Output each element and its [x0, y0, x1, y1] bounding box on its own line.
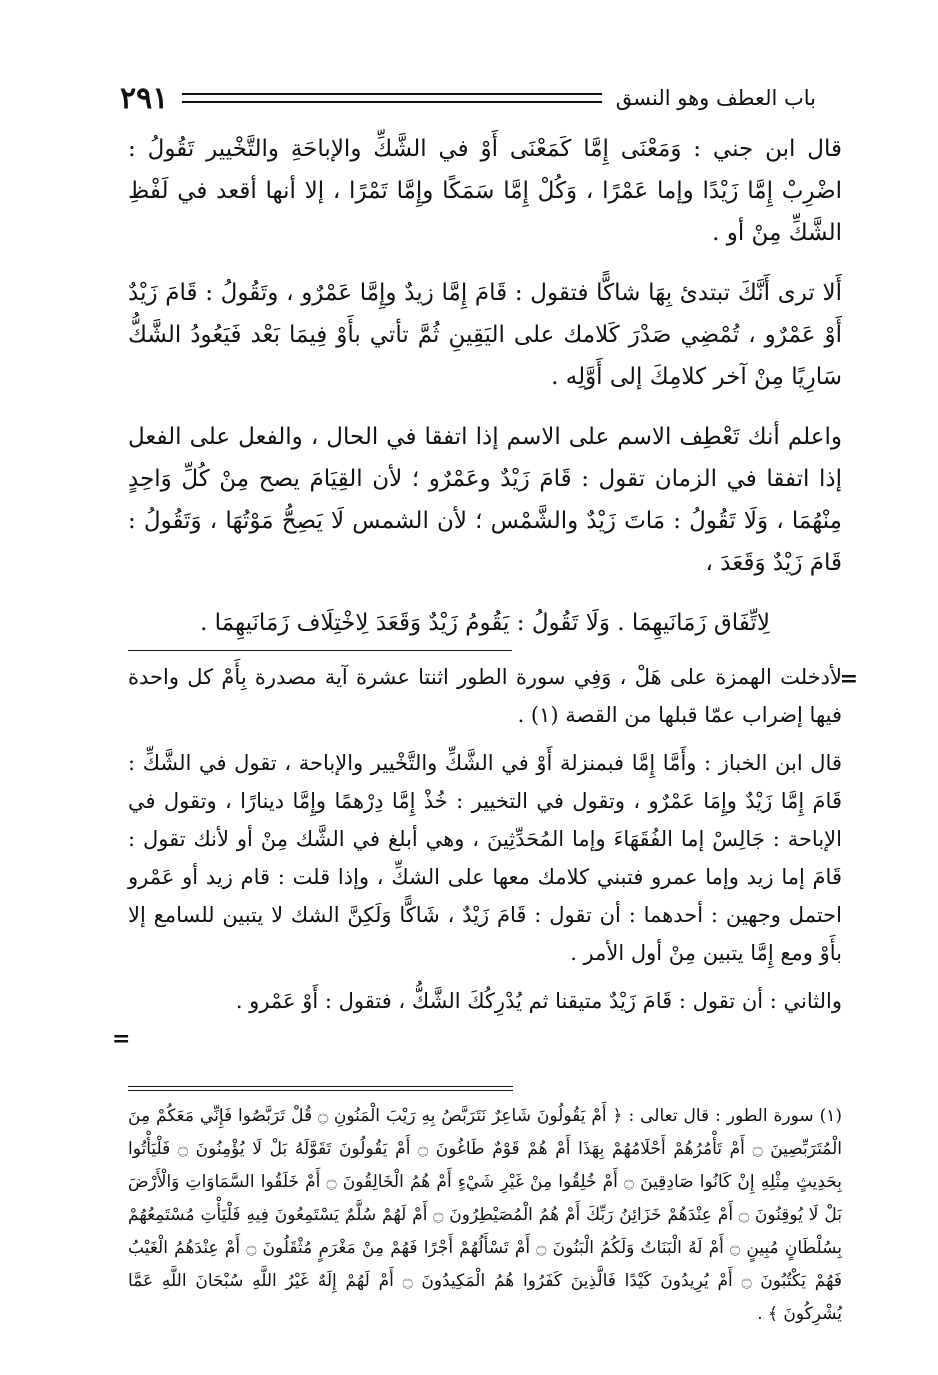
main-paragraph-closing-line: لِاتِّفَاق زَمَانَيهِمَا . وَلَا تَقُولُ : يَقُومُ زَيْدٌ وَقَعَدَ لِاخْتِلَاف زَمَانَيهِمَا . [200, 610, 770, 636]
continuation-mark-end: = [112, 1026, 131, 1052]
section-divider [128, 650, 512, 651]
commentary-paragraph: قال ابن الخباز : وأَمَّا إِمَّا فبمنزلة أَوْ في الشَّكِّ والتَّخْيير والإباحة ، تقول في الشَّكِّ : قَامَ إِمَّا زَيْدٌ وإِمَا عَمْرٌو ، وتقول في التخيير : خُذْ إِمَّا دِرْهمًا وإِمَّا دينارًا ، وتقول في الإباحة : جَالِسْ إما الفُقَهَاءَ وإما المُحَدِّثِينَ ، وهي أبلغ في الشَّك مِنْ أو لأنك تقول : قَامَ إما زيد وإما عمرو فتبني كلامك معها على الشكِّ ، وإذا قلت : قام زيد أو عَمْرو احتمل وجهين : أحدهما : أن تقول : قَامَ زَيْدٌ ، شَاكًّا وَلَكِنَّ الشك لا يتبين للسامع إلا بأَوْ ومع إِمَّا يتبين مِنْ أول الأمر . [128, 751, 842, 965]
commentary-paragraph: لأدخلت الهمزة على هَلْ ، وَفِي سورة الطور اثنتا عشرة آية مصدرة بِأَمْ كل واحدة فيها إضراب عمّا قبلها من القصة (١) . [128, 665, 842, 727]
continuation-mark-start: = [839, 666, 858, 692]
footnote-divider [128, 1086, 513, 1091]
main-paragraph: أَلا ترى أَنَّكَ تبتدئ بِهَا شاكًّا فتقول : قَامَ إِمَّا زيدٌ وإِمَّا عَمْرٌو ، وتَقُولُ : قَامَ زَيْدٌ أَوْ عَمْرٌو ، تُمْضِي صَدْرَ كَلامك على اليَقِينِ ثُمَّ تأتي بأَوْ فِيمَا بَعْد فَيَعُودُ الشَّكُّ سَارِيًا مِنْ آخر كلامِكَ إلى أَوَّلِه . [128, 280, 842, 390]
header-double-rule [182, 93, 601, 103]
footnote: (١) سورة الطور : قال تعالى : ﴿ أَمْ يَقُولُونَ شَاعِرٌ نَتَرَبَّصُ بِهِ رَيْبَ الْمَنُونِ ۝ قُلْ تَرَبَّصُوا فَإِنِّي مَعَكُمْ مِنَ الْمُتَرَبِّصِينَ ۝ أَمْ تَأْمُرُهُمْ أَحْلَامُهُمْ بِهَذَا أَمْ هُمْ قَوْمٌ طَاغُونَ ۝ أَمْ يَقُولُونَ تَقَوَّلَهُ بَلْ لَا يُؤْمِنُونَ ۝ فَلْيَأْتُوا بِحَدِيثٍ مِثْلِهِ إِنْ كَانُوا صَادِقِينَ ۝ أَمْ خُلِقُوا مِنْ غَيْرِ شَيْءٍ أَمْ هُمُ الْخَالِقُونَ ۝ أَمْ خَلَقُوا السَّمَاوَاتِ وَالْأَرْضَ بَلْ لَا يُوقِنُونَ ۝ أَمْ عِنْدَهُمْ خَزَائِنُ رَبِّكَ أَمْ هُمُ الْمُصَيْطِرُونَ ۝ أَمْ لَهُمْ سُلَّمٌ يَسْتَمِعُونَ فِيهِ فَلْيَأْتِ مُسْتَمِعُهُمْ بِسُلْطَانٍ مُبِينٍ ۝ أَمْ لَهُ الْبَنَاتُ وَلَكُمُ الْبَنُونَ ۝ أَمْ تَسْأَلُهُمْ أَجْرًا فَهُمْ مِنْ مَغْرَمٍ مُثْقَلُونَ ۝ أَمْ عِنْدَهُمُ الْغَيْبُ فَهُمْ يَكْتُبُونَ ۝ أَمْ يُرِيدُونَ كَيْدًا فَالَّذِينَ كَفَرُوا هُمُ الْمَكِيدُونَ ۝ أَمْ لَهُمْ إِلَهٌ غَيْرُ اللَّهِ سُبْحَانَ اللَّهِ عَمَّا يُشْرِكُونَ ﴾ . [128, 1106, 843, 1324]
commentary-block [128, 658, 842, 1030]
commentary-paragraph: والثاني : أن تقول : قَامَ زَيْدٌ متيقنا ثم يُدْرِكُكَ الشَّكُّ ، فتقول : أَوْ عَمْرو . [235, 989, 842, 1013]
page-header [120, 78, 816, 118]
main-paragraph: قال ابن جني : وَمَعْنَى إِمَّا كَمَعْنَى أَوْ في الشَّكِّ والإباحَةِ والتَّخْيير تَقُولُ : اضْرِبْ إِمَّا زَيْدًا وإما عَمْرًا ، وَكُلْ إِمَّا سَمَكًا وإِمَّا تَمْرًا ، إلا أنها أقعد في لَفْظِ الشَّكِّ مِنْ أو . [128, 136, 842, 246]
main-paragraph: واعلم أنك تَعْطِف الاسم على الاسم إذا اتفقا في الحال ، والفعل على الفعل إذا اتفقا في الزمان تقول : قَامَ زَيْدٌ وعَمْرٌو ؛ لأن القِيَامَ يصح مِنْ كُلِّ وَاحِدٍ مِنْهُمَا ، وَلَا تَقُولُ : مَاتَ زَيْدٌ والشَّمْس ؛ لأن الشمس لَا يَصِحُّ مَوْتُهَا ، وَتَقُولُ : قَامَ زَيْدٌ وَقَعَدَ ، [128, 424, 842, 576]
main-text-block [128, 128, 842, 644]
running-title: باب العطف وهو النسق [615, 86, 816, 110]
footnotes-block [128, 1100, 842, 1331]
page-number: ٢٩١ [120, 80, 169, 116]
